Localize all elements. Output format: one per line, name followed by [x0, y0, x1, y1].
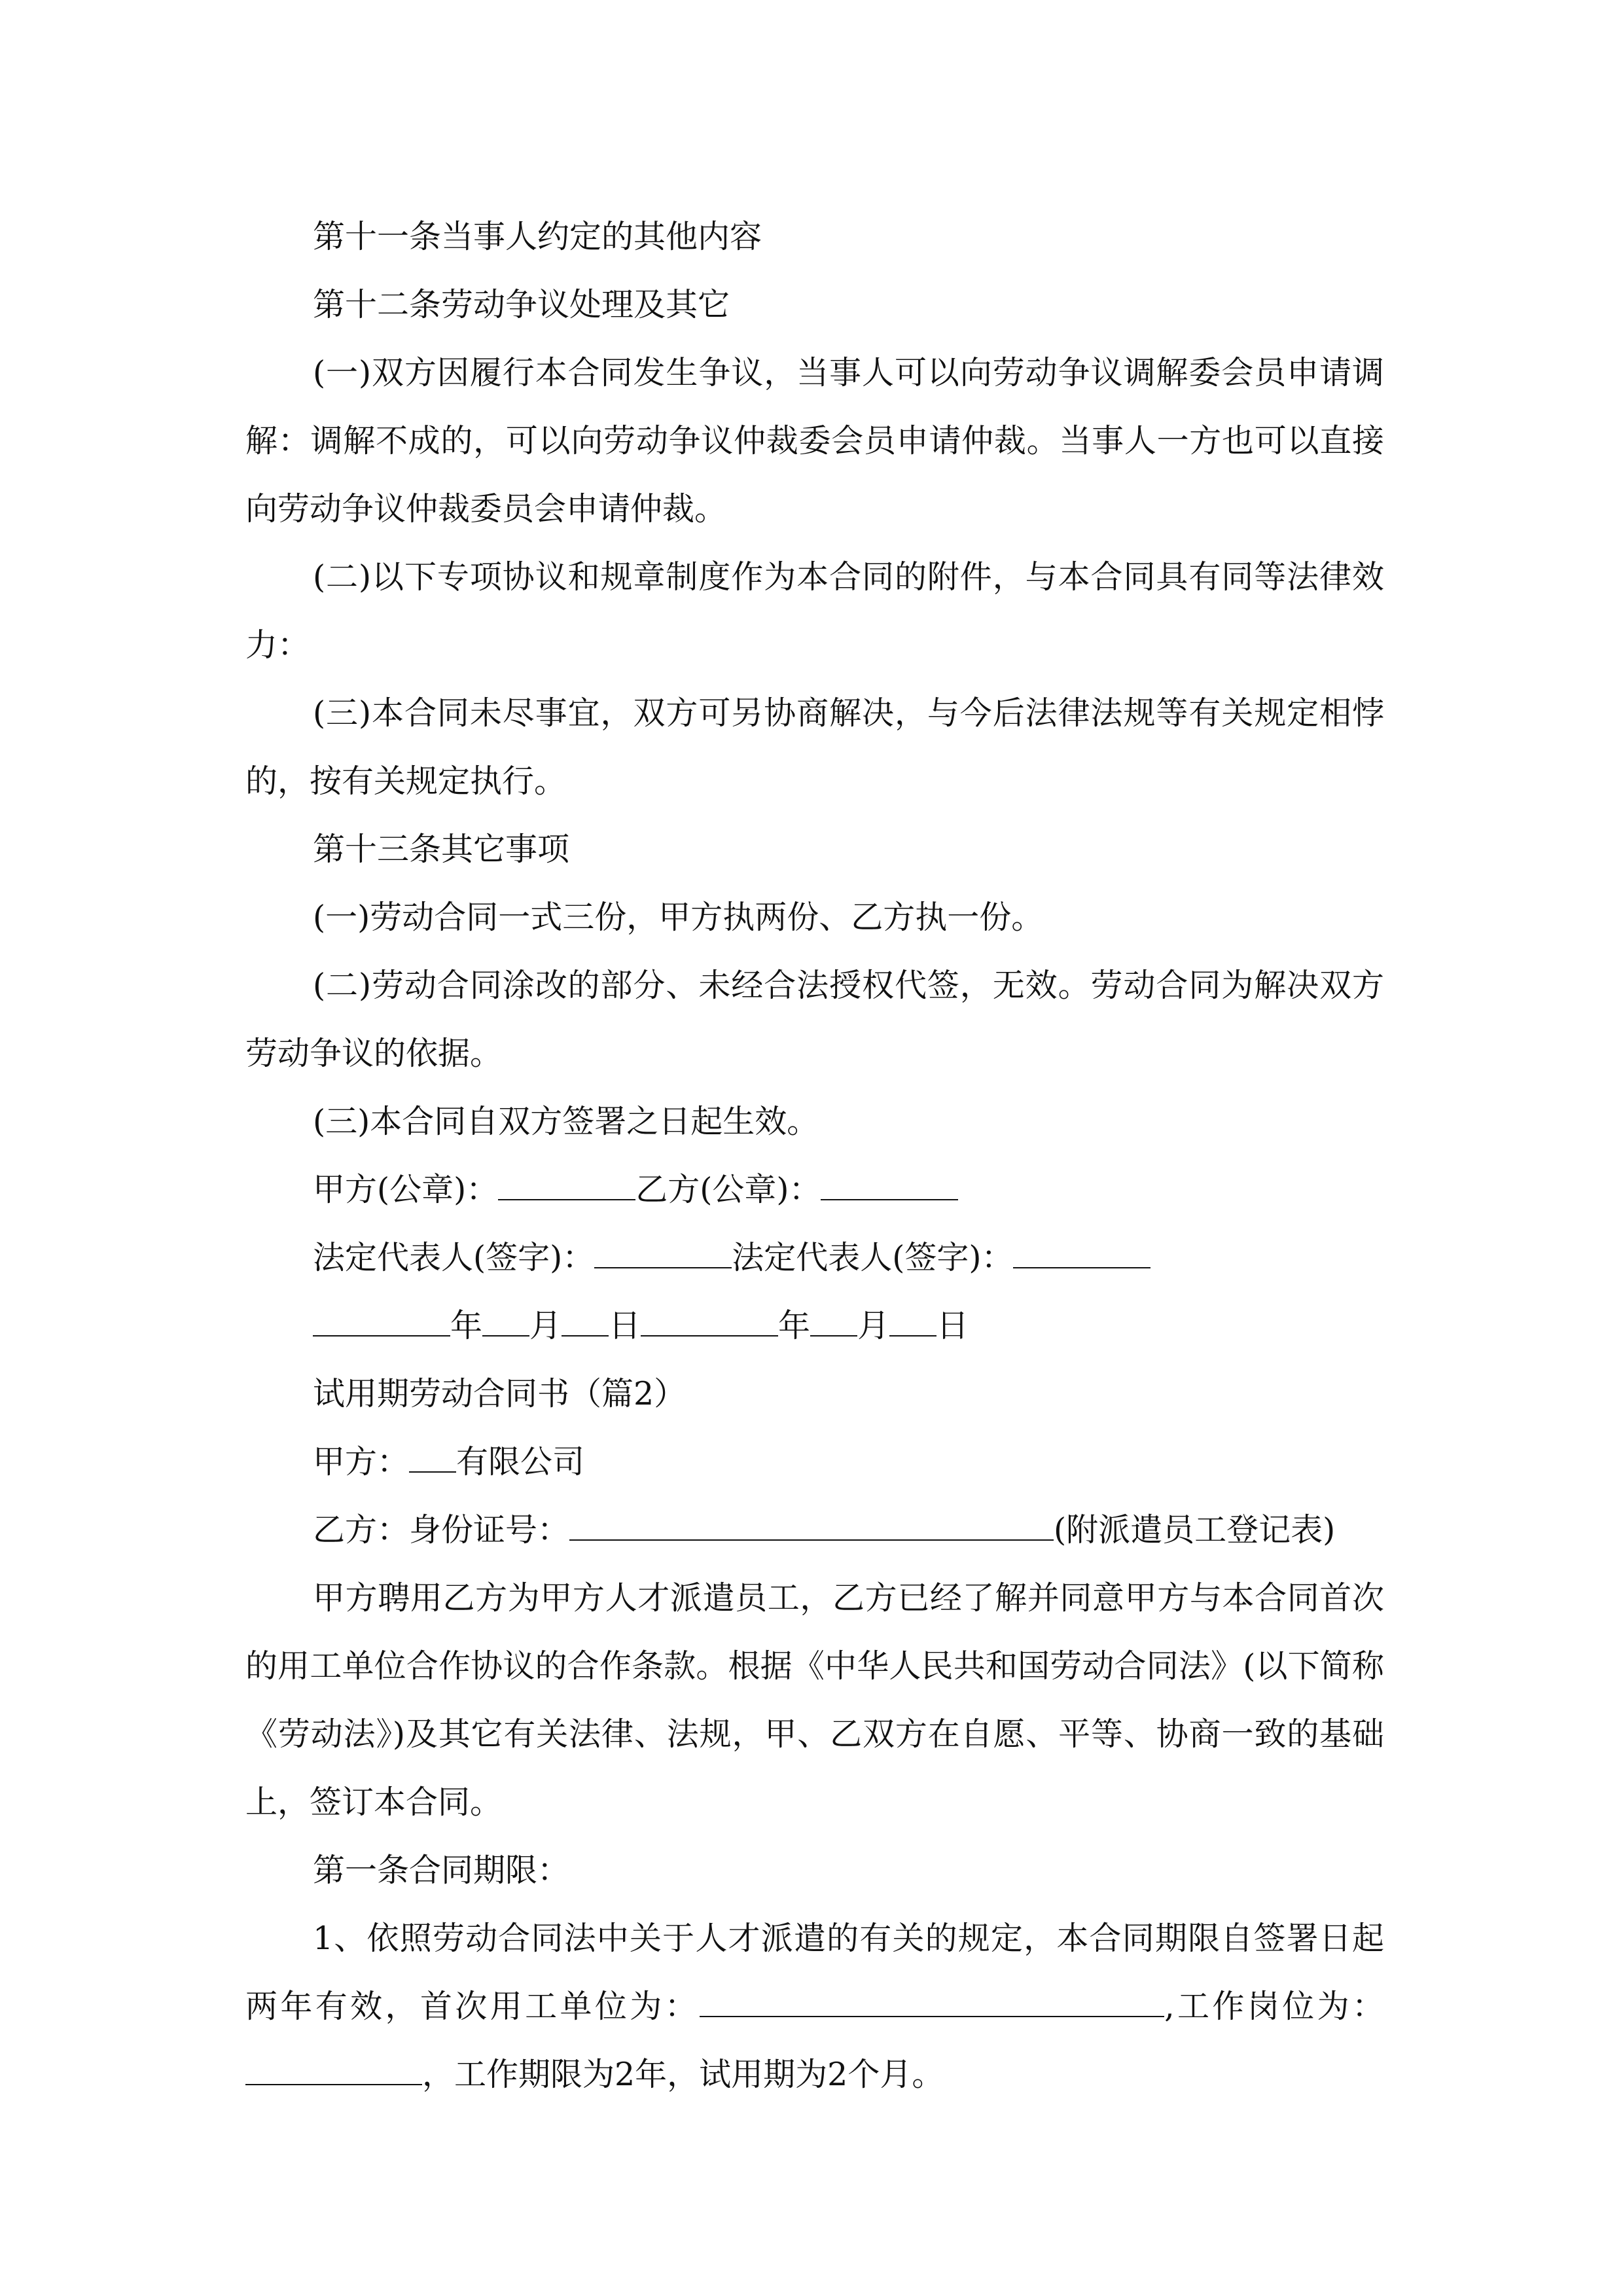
party-b-suffix: (附派遣员工登记表) — [1054, 1511, 1336, 1549]
year-label: 年 — [450, 1307, 483, 1344]
month-label: 月 — [529, 1307, 562, 1344]
party-a-rep-label: 法定代表人(签字)： — [313, 1239, 595, 1276]
article-12-clause-2: (二)以下专项协议和规章制度作为本合同的附件，与本合同具有同等法律效力： — [245, 558, 1384, 664]
party-b-seal-label: 乙方(公章)： — [635, 1171, 821, 1208]
article-13-clause-2: (二)劳动合同涂改的部分、未经合法授权代签，无效。劳动合同为解决双方劳动争议的依据。 — [245, 967, 1384, 1072]
section-2-title: 试用期劳动合同书（篇2） — [313, 1375, 687, 1412]
article-13-clause-1: (一)劳动合同一式三份，甲方执两份、乙方执一份。 — [313, 899, 1044, 936]
article-1-text-c: ，工作期限为2年，试用期为2个月。 — [422, 2056, 944, 2093]
party-b-day-blank — [889, 1309, 936, 1336]
party-a-label: 甲方： — [313, 1443, 410, 1480]
article-11-heading: 第十一条当事人约定的其他内容 — [313, 218, 762, 255]
article-12-heading: 第十二条劳动争议处理及其它 — [313, 286, 730, 323]
signature-date-line — [245, 1292, 1384, 1360]
document-body — [245, 203, 1384, 2109]
company-name-blank — [409, 1445, 456, 1473]
party-a-rep-blank — [594, 1241, 732, 1268]
party-a-month-blank — [482, 1309, 529, 1336]
year-label-b: 年 — [778, 1307, 811, 1344]
article-1-text-a: 1、依照劳动合同法中关于人才派遣的有关的规定，本合同期限自签署日起两年有效，首次用工单位为： — [245, 1920, 1384, 2025]
party-a-day-blank — [562, 1309, 609, 1336]
party-b-id-line — [245, 1496, 1384, 1564]
job-position-blank — [245, 2058, 422, 2085]
contract-intro: 甲方聘用乙方为甲方人才派遣员工，乙方已经了解并同意甲方与本合同首次的用工单位合作协议的合作条款。根据《中华人民共和国劳动合同法》(以下简称《劳动法》)及其它有关法律、法规，甲、乙双方在自愿、平等、协商一致的基础上，签订本合同。 — [245, 1579, 1384, 1821]
party-b-rep-blank — [1013, 1241, 1150, 1268]
party-a-seal-label: 甲方(公章)： — [313, 1171, 499, 1208]
party-b-seal-blank — [821, 1173, 958, 1200]
article-1-clause-1 — [245, 1905, 1384, 2109]
company-suffix: 有限公司 — [456, 1443, 585, 1480]
party-b-label: 乙方：身份证号： — [313, 1511, 570, 1549]
article-1-heading: 第一条合同期限： — [313, 1852, 570, 1889]
signature-seal-line — [245, 1156, 1384, 1224]
month-label-b: 月 — [857, 1307, 890, 1344]
party-b-year-blank — [641, 1309, 778, 1336]
party-b-rep-label: 法定代表人(签字)： — [732, 1239, 1014, 1276]
party-a-year-blank — [313, 1309, 450, 1336]
article-13-heading: 第十三条其它事项 — [313, 831, 570, 868]
party-a-company-line — [245, 1428, 1384, 1496]
article-12-clause-1: (一)双方因履行本合同发生争议，当事人可以向劳动争议调解委会员申请调解：调解不成的，可以向劳动争议仲裁委会员申请仲裁。当事人一方也可以直接向劳动争议仲裁委员会申请仲裁。 — [245, 354, 1384, 528]
id-number-blank — [569, 1513, 1054, 1541]
day-label-b: 日 — [936, 1307, 969, 1344]
day-label: 日 — [609, 1307, 641, 1344]
party-b-month-blank — [810, 1309, 857, 1336]
article-13-clause-3: (三)本合同自双方签署之日起生效。 — [313, 1103, 819, 1140]
article-1-text-b: ,工作岗位为： — [1164, 1988, 1384, 2025]
employer-unit-blank — [700, 1990, 1164, 2017]
party-a-seal-blank — [498, 1173, 635, 1200]
article-12-clause-3: (三)本合同未尽事宜，双方可另协商解决，与今后法律法规等有关规定相悖的，按有关规定执行。 — [245, 694, 1384, 800]
signature-representative-line — [245, 1224, 1384, 1292]
